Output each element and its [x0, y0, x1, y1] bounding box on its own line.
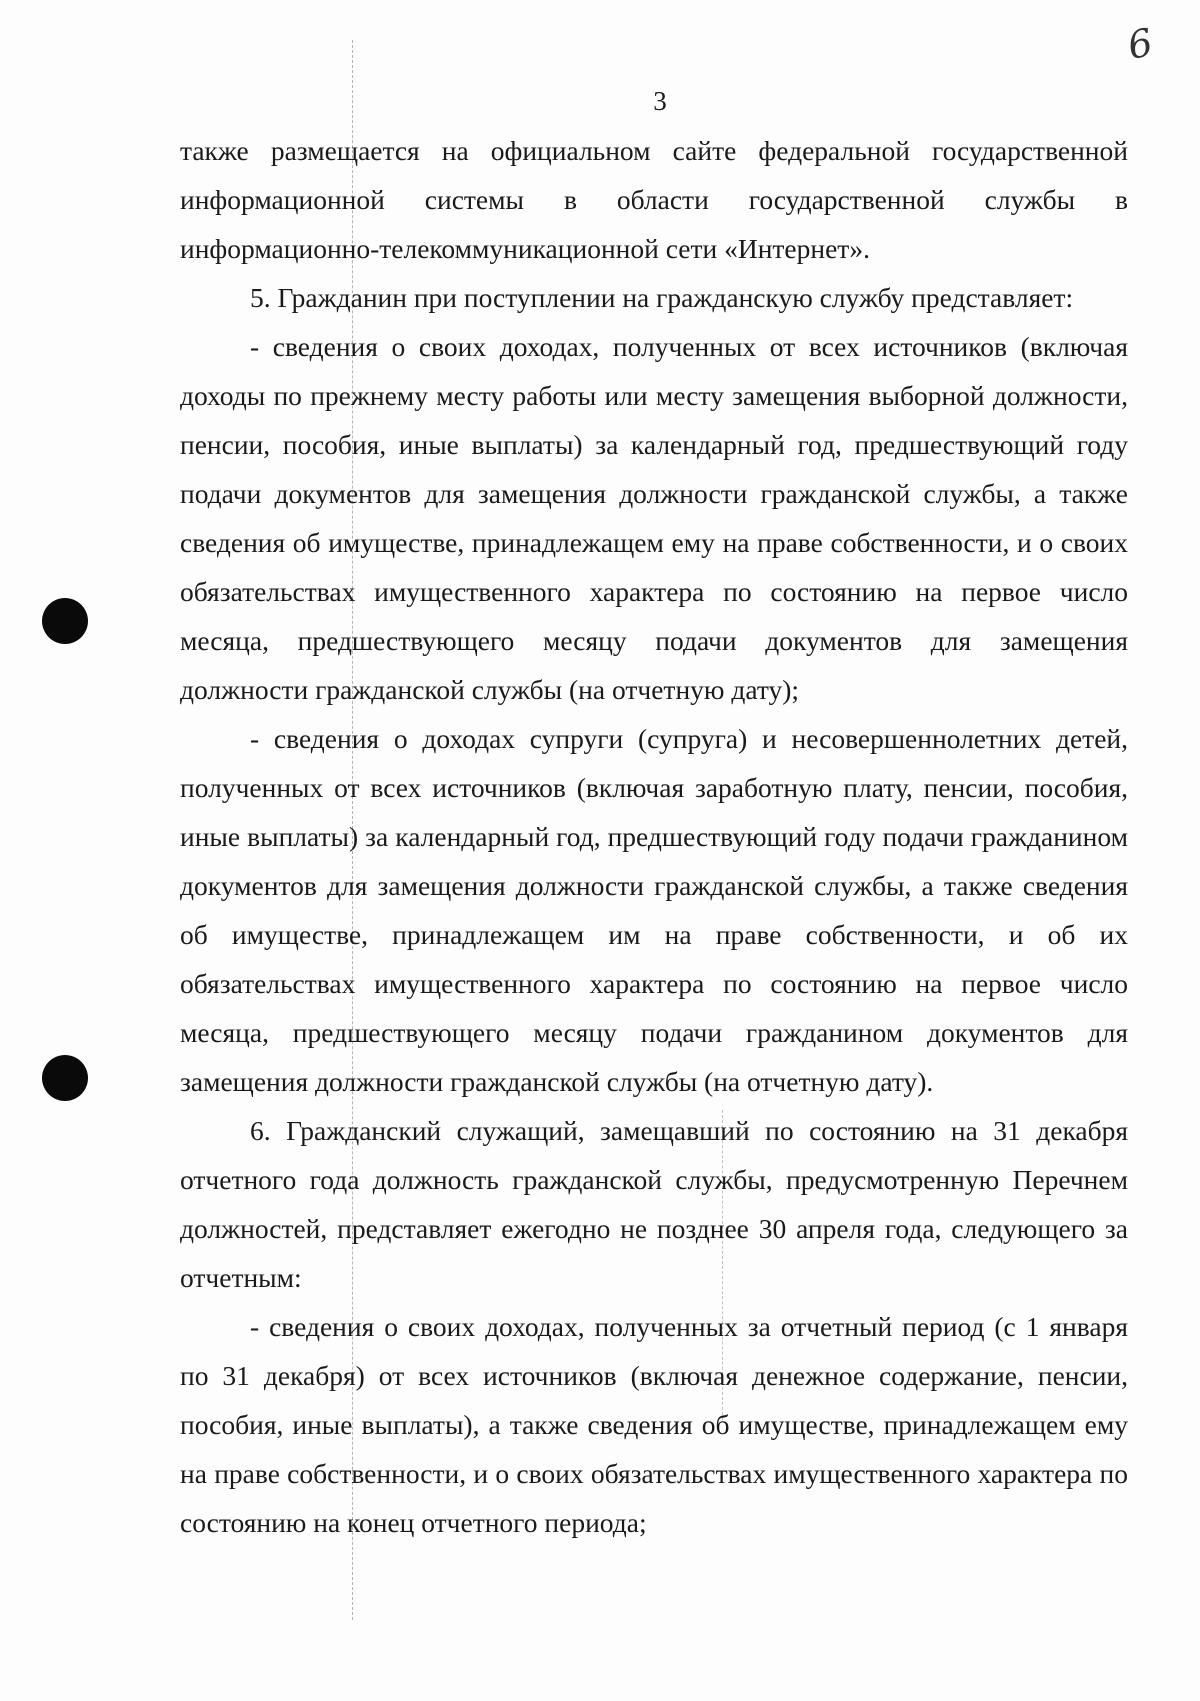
- paragraph-item-6-own-income: - сведения о своих доходах, полученных за отчетный период (с 1 января по 31 декабря) от всех источников (включая денежное содержание, пенсии, пособия, иные выплаты), а также сведения об имуществе, принадлежащем ему на праве собственности, и о своих обязательствах имущественного характера по состоянию на конец отчетного периода;: [180, 1311, 1128, 1538]
- paragraph-item-5-family-income: - сведения о доходах супруги (супруга) и несовершеннолетних детей, полученных от всех источников (включая заработную плату, пенсии, пособия, иные выплаты) за календарный год, предшествующий году подачи гражданином документов для замещения должности гражданской службы, а также сведения об имуществе, принадлежащем им на праве собственности, и об их обязательствах имущественного характера по состоянию на первое число месяца, предшествующего месяцу подачи гражданином документов для замещения должности гражданской службы (на отчетную дату).: [180, 723, 1128, 1097]
- page-number: 3: [653, 86, 667, 116]
- document-body: [180, 126, 1128, 1547]
- paragraph-continuation: также размещается на официальном сайте федеральной государственной информационной системы в области государственной службы в информационно-телекоммуникационной сети «Интернет».: [180, 135, 1128, 264]
- handwritten-page-mark: 6: [1123, 19, 1157, 69]
- paragraph-item-5-own-income: - сведения о своих доходах, полученных от всех источников (включая доходы по прежнему месту работы или месту замещения выборной должности, пенсии, пособия, иные выплаты) за календарный год, предшествующий году подачи документов для замещения должности гражданской службы, а также сведения об имуществе, принадлежащем ему на праве собственности, и о своих обязательствах имущественного характера по состоянию на первое число месяца, предшествующего месяцу подачи документов для замещения должности гражданской службы (на отчетную дату);: [180, 331, 1128, 705]
- punch-hole-bottom: [42, 1055, 88, 1101]
- paragraph-item-6: 6. Гражданский служащий, замещавший по состоянию на 31 декабря отчетного года должность гражданской службы, предусмотренную Перечнем должностей, представляет ежегодно не позднее 30 апреля года, следующего за отчетным:: [180, 1115, 1128, 1293]
- paragraph-item-5: 5. Гражданин при поступлении на гражданскую службу представляет:: [250, 282, 1074, 313]
- punch-hole-top: [42, 598, 88, 644]
